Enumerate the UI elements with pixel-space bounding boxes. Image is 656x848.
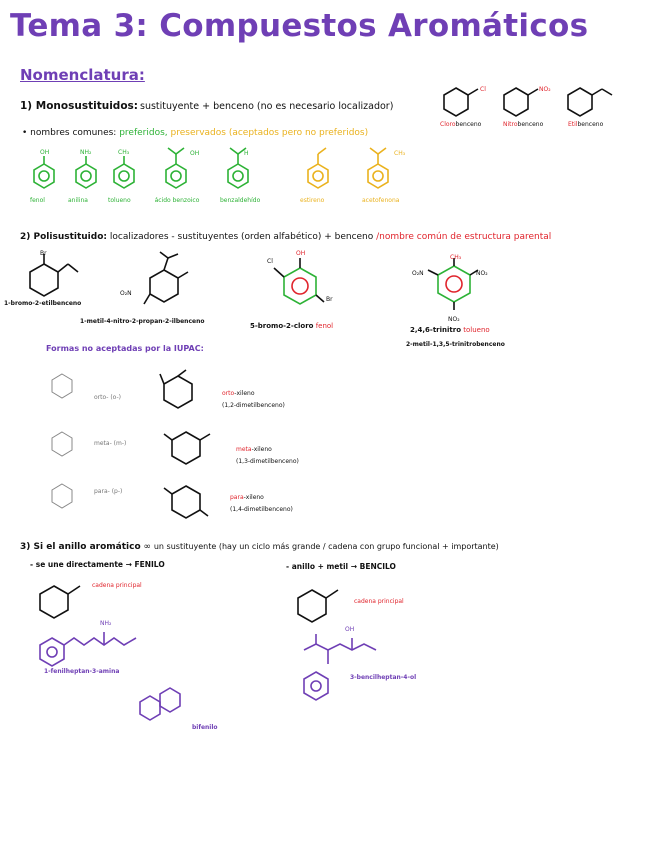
br-label-2: Br [326, 296, 333, 303]
poly-name-3: 5-bromo-2-cloro fenol [250, 322, 334, 330]
para-alt: (1,4-dimetilbenceno) [230, 506, 293, 513]
cl-label: Cl [480, 86, 486, 93]
sec3-name-2: 3-bencilheptan-4-ol [350, 674, 417, 681]
fenilo-rule: - se une directamente → FENILO [30, 560, 165, 569]
benzaldehido-name: benzaldehído [220, 197, 261, 204]
sec1-heading: 1) Monosustituidos: [20, 100, 138, 112]
sec3-name-3: bifenilo [192, 724, 218, 731]
anilina-name: anilina [68, 197, 88, 204]
bencilo-rule: - anillo + metil → BENCILO [286, 562, 396, 571]
aldehido-sub: H [244, 150, 249, 157]
ortho-name: orto-xileno [222, 390, 255, 397]
cadena-principal-1: cadena principal [92, 582, 142, 589]
ortho-prefix: orto- (o-) [94, 394, 121, 401]
meta-alt: (1,3-dimetilbenceno) [236, 458, 299, 465]
acetofenona-name: acetofenona [362, 197, 400, 204]
para-prefix: para- (p-) [94, 488, 123, 495]
sec3-name-1: 1-fenilheptan-3-amina [44, 668, 120, 675]
no2-label: NO₂ [539, 86, 551, 93]
polysubstituted-drawings [0, 246, 620, 346]
iupac-forms-heading: Formas no aceptadas por la IUPAC: [46, 344, 204, 353]
ortho-alt: (1,2-dimetilbenceno) [222, 402, 285, 409]
meta-name: meta-xileno [236, 446, 272, 453]
tolueno-sub: CH₃ [118, 149, 130, 156]
sec3-heading: 3) Si el anillo aromático ∞ un sustituyente (hay un ciclo más grande / cadena con grupo funcional + importante) [20, 542, 499, 552]
cadena-principal-2: cadena principal [354, 598, 404, 605]
poly-name-1: 1-bromo-2-etilbenceno [4, 300, 82, 307]
xylene-drawings [40, 364, 240, 524]
poly-name-4: 2,4,6-trinitro tolueno [410, 326, 490, 334]
ch3-label-3: CH₃ [450, 254, 462, 261]
acetofenona-sub: CH₃ [394, 150, 406, 157]
tolueno-name: tolueno [108, 197, 131, 204]
clorobenceno-name: Clorobenceno [440, 121, 482, 128]
acido-sub: OH [190, 150, 200, 157]
nomenclature-heading: Nomenclatura: [20, 66, 145, 84]
nitrobenceno-name: Nitrobenceno [503, 121, 544, 128]
poly-name-4b: 2-metil-1,3,5-trinitrobenceno [406, 341, 505, 348]
oh-label-3: OH [345, 626, 355, 633]
o2n-label-1: O₂N [120, 290, 132, 297]
oh-label-2: OH [296, 250, 306, 257]
sec2-line: 2) Polisustituido: localizadores - sustituyentes (orden alfabético) + benceno /nombre común de estructura parental [20, 232, 552, 242]
br-label-1: Br [40, 250, 47, 257]
page-title: Tema 3: Compuestos Aromáticos [10, 8, 589, 44]
no2-label-3a: NO₂ [476, 270, 488, 277]
para-name: para-xileno [230, 494, 264, 501]
meta-prefix: meta- (m-) [94, 440, 127, 447]
no2-label-3b: NO₂ [448, 316, 460, 323]
fenol-sub: OH [40, 149, 50, 156]
estireno-name: estireno [300, 197, 325, 204]
poly-name-2: 1-metil-4-nitro-2-propan-2-ilbenceno [80, 318, 205, 325]
acido-name: ácido benzoico [154, 197, 200, 204]
nh2-label: NH₂ [100, 620, 112, 627]
etilbenceno-name: Etilbenceno [568, 121, 604, 128]
sec1-rule: sustituyente + benceno (no es necesario localizador) [140, 101, 394, 112]
anilina-sub: NH₂ [80, 149, 92, 156]
common-names-line: • nombres comunes: preferidos, preservados (aceptados pero no preferidos) [22, 128, 369, 138]
fenol-name: fenol [30, 197, 45, 204]
o2n-label-3: O₂N [412, 270, 424, 277]
cl-label-2: Cl [267, 258, 273, 265]
